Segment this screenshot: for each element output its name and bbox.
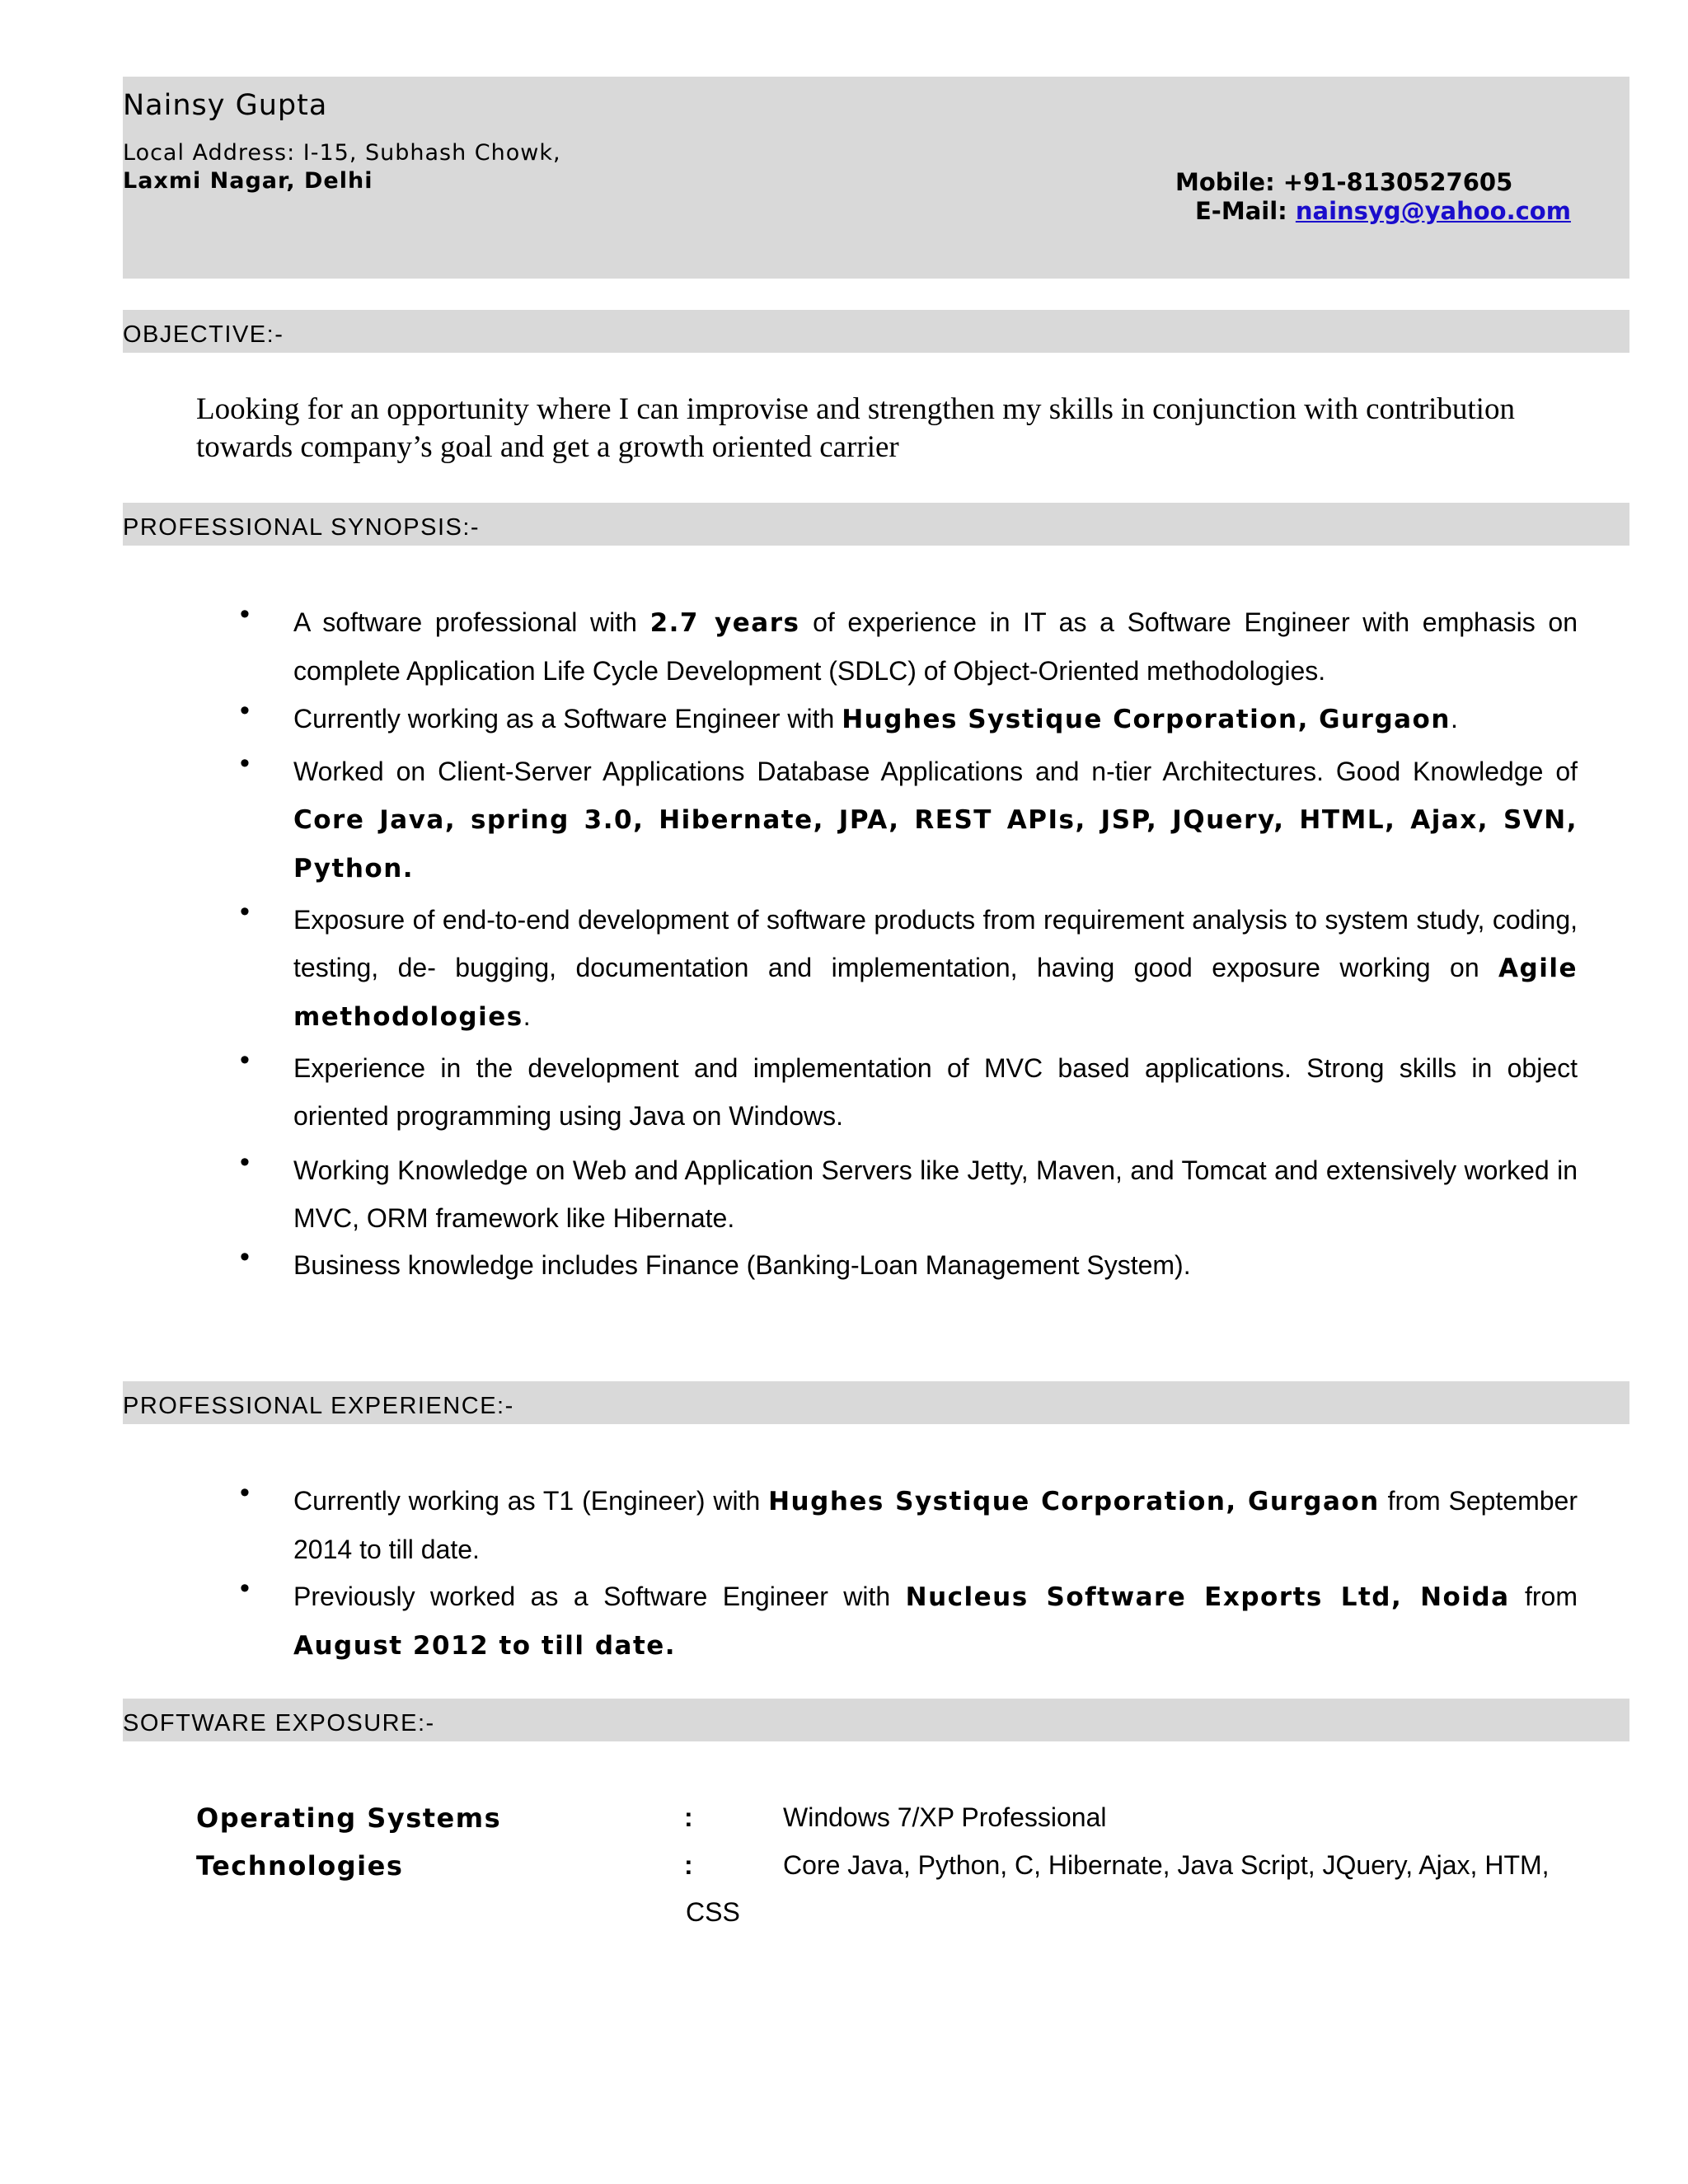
bullet-icon: • — [240, 695, 250, 726]
synopsis-item — [240, 1044, 1578, 1140]
address-line-2: Laxmi Nagar, Delhi — [123, 168, 373, 194]
synopsis-item-text: Experience in the development and implementation of MVC based applications. Strong skills in object oriented programming using Java on Windows. — [293, 1053, 1578, 1131]
synopsis-item — [240, 748, 1578, 893]
synopsis-item — [240, 896, 1578, 1041]
synopsis-item — [240, 695, 1578, 743]
experience-item — [240, 1572, 1578, 1670]
email-label: E-Mail: — [1195, 197, 1287, 225]
experience-item — [240, 1477, 1578, 1573]
technologies-label: Technologies — [196, 1850, 404, 1882]
bullet-icon: • — [240, 896, 250, 927]
synopsis-item — [240, 598, 1578, 695]
bullet-icon: • — [240, 1241, 250, 1272]
experience-item-text: Currently working as T1 (Engineer) with Hughes Systique Corporation, Gurgaon from September 2014 to till date. — [293, 1486, 1578, 1564]
bullet-icon: • — [240, 1572, 250, 1604]
email-line — [1195, 197, 1571, 225]
candidate-name: Nainsy Gupta — [123, 89, 328, 122]
email-link[interactable]: nainsyg@yahoo.com — [1295, 197, 1571, 225]
os-colon: : — [684, 1802, 693, 1832]
objective-heading: OBJECTIVE:- — [123, 321, 284, 348]
technologies-value: Core Java, Python, C, Hibernate, Java Script, JQuery, Ajax, HTM, — [783, 1850, 1550, 1880]
os-label: Operating Systems — [196, 1802, 502, 1834]
objective-text: Looking for an opportunity where I can improvise and strengthen my skills in conjunction with contribution towards company’s goal and get a growth oriented carrier — [196, 392, 1515, 464]
synopsis-item — [240, 1146, 1578, 1242]
synopsis-item-text: Exposure of end-to-end development of software products from requirement analysis to system study, coding, testing, de- bugging, documentation and implementation, having good exposure working on Agile methodologies. — [293, 905, 1578, 1032]
bullet-icon: • — [240, 1146, 250, 1178]
synopsis-heading: PROFESSIONAL SYNOPSIS:- — [123, 514, 481, 541]
technologies-colon: : — [684, 1850, 693, 1880]
software-heading: SOFTWARE EXPOSURE:- — [123, 1710, 435, 1736]
technologies-value-wrap: CSS — [686, 1897, 740, 1927]
bullet-icon: • — [240, 598, 250, 630]
synopsis-item-text: A software professional with 2.7 years of experience in IT as a Software Engineer with emphasis on complete Application Life Cycle Development (SDLC) of Object-Oriented methodologies. — [293, 607, 1578, 686]
experience-item-text: Previously worked as a Software Engineer with Nucleus Software Exports Ltd, Noida from August 2012 to till date. — [293, 1582, 1578, 1661]
os-value: Windows 7/XP Professional — [783, 1802, 1107, 1832]
synopsis-item-text: Working Knowledge on Web and Application Servers like Jetty, Maven, and Tomcat and extensively worked in MVC, ORM framework like Hibernate. — [293, 1155, 1578, 1233]
synopsis-item-text: Business knowledge includes Finance (Banking-Loan Management System). — [293, 1250, 1191, 1280]
experience-heading: PROFESSIONAL EXPERIENCE:- — [123, 1393, 514, 1419]
synopsis-item — [240, 1241, 1578, 1289]
objective-heading-bar — [123, 310, 1629, 353]
mobile-number: Mobile: +91-8130527605 — [1175, 168, 1513, 196]
bullet-icon: • — [240, 1477, 250, 1508]
address-line-1: Local Address: I-15, Subhash Chowk, — [123, 140, 561, 166]
bullet-icon: • — [240, 748, 250, 779]
bullet-icon: • — [240, 1044, 250, 1076]
synopsis-item-text: Worked on Client-Server Applications Database Applications and n-tier Architectures. Good Knowledge of Core Java, spring 3.0, Hibernate, JPA, REST APIs, JSP, JQuery, HTML, Ajax, SVN, Python. — [293, 757, 1578, 883]
synopsis-item-text: Currently working as a Software Engineer with Hughes Systique Corporation, Gurgaon. — [293, 704, 1458, 734]
